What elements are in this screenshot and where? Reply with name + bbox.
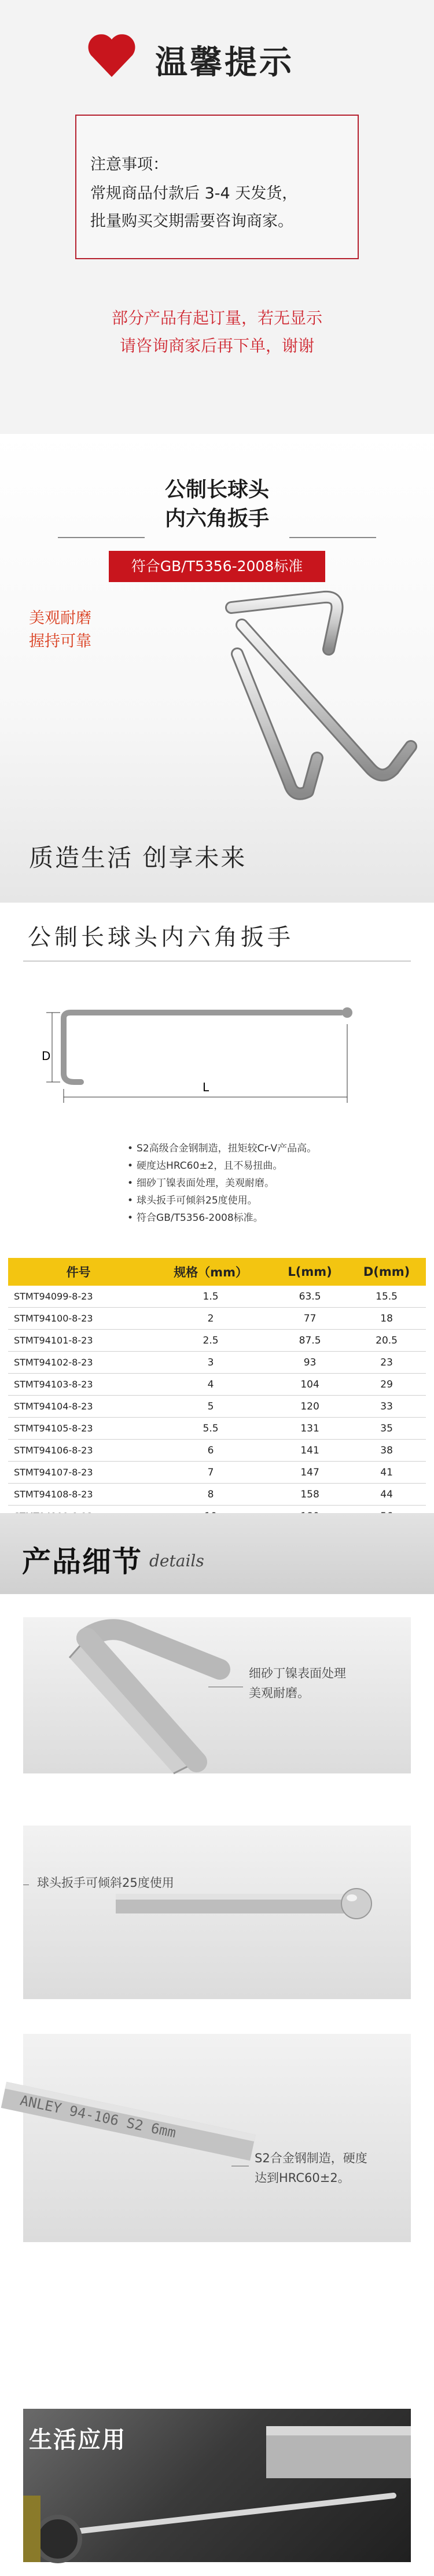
cell-length: 87.5 xyxy=(273,1330,347,1352)
table-row xyxy=(8,1396,426,1418)
cell-length: 63.5 xyxy=(273,1286,347,1308)
table-row xyxy=(8,1286,426,1308)
feature-item: • 符合GB/T5356-2008标准。 xyxy=(127,1209,317,1227)
detail-note xyxy=(249,1664,346,1703)
notice-box xyxy=(75,115,359,259)
hero-title: 公制长球头 xyxy=(164,478,269,502)
detail-note-line: 美观耐磨。 xyxy=(249,1686,310,1700)
cell-length: 77 xyxy=(273,1308,347,1330)
application-photo xyxy=(23,2409,411,2562)
cell-size: 7 xyxy=(149,1462,273,1484)
spec-section xyxy=(0,903,434,1513)
moq-note: 部分产品有起订量，若无显示 xyxy=(111,308,322,327)
cell-length: 141 xyxy=(273,1440,347,1462)
spec-title: 公制长球头内六角扳手 xyxy=(28,924,294,951)
table-row xyxy=(8,1418,426,1440)
cell-part-no: STMT94108-8-23 xyxy=(8,1484,149,1506)
slogan: 质造生活 创享未来 xyxy=(29,844,247,872)
cell-d: 33 xyxy=(347,1396,426,1418)
cell-d: 44 xyxy=(347,1484,426,1506)
cell-length: 147 xyxy=(273,1462,347,1484)
cell-size: 8 xyxy=(149,1484,273,1506)
cell-d: 23 xyxy=(347,1352,426,1374)
detail-note xyxy=(37,1873,174,1893)
detail-note-line: S2合金钢制造，硬度 xyxy=(255,2151,367,2165)
col-size: 规格（mm） xyxy=(149,1258,273,1286)
hex-keys-image xyxy=(0,434,434,839)
detail-note-line: 细砂丁镍表面处理 xyxy=(249,1666,346,1680)
hero-section xyxy=(0,434,434,903)
col-length: L(mm) xyxy=(273,1258,347,1286)
cell-part-no: STMT94102-8-23 xyxy=(8,1352,149,1374)
notice-heading: 注意事项： xyxy=(90,156,168,174)
notice-section xyxy=(0,0,434,434)
ball-end-image xyxy=(23,1826,411,1999)
table-row xyxy=(8,1440,426,1462)
cell-part-no: STMT94100-8-23 xyxy=(8,1308,149,1330)
cell-d: 35 xyxy=(347,1418,426,1440)
table-row xyxy=(8,1484,426,1506)
detail-note-line: 达到HRC60±2。 xyxy=(255,2171,350,2185)
cell-size: 3 xyxy=(149,1352,273,1374)
table-row xyxy=(8,1462,426,1484)
table-row xyxy=(8,1352,426,1374)
cell-size: 6 xyxy=(149,1440,273,1462)
cell-d: 20.5 xyxy=(347,1330,426,1352)
cell-length: 93 xyxy=(273,1352,347,1374)
cell-length: 158 xyxy=(273,1484,347,1506)
feature-item: • S2高级合金钢制造，扭矩较Cr-V产品高。 xyxy=(127,1140,317,1157)
table-header-row xyxy=(8,1258,426,1286)
cell-part-no: STMT94104-8-23 xyxy=(8,1396,149,1418)
standard-badge: 符合GB/T5356-2008标准 xyxy=(109,551,325,582)
feature-tag: 握持可靠 xyxy=(29,632,91,650)
cell-part-no: STMT94103-8-23 xyxy=(8,1374,149,1396)
cell-d: 18 xyxy=(347,1308,426,1330)
col-part-no: 件号 xyxy=(8,1258,149,1286)
cell-size: 5.5 xyxy=(149,1418,273,1440)
table-row xyxy=(8,1330,426,1352)
cell-part-no: STMT94106-8-23 xyxy=(8,1440,149,1462)
feature-list xyxy=(127,1140,317,1227)
details-header xyxy=(0,1513,434,1594)
notice-line: 批量购买交期需要咨询商家。 xyxy=(90,212,293,230)
dimension-d-label: D xyxy=(42,1049,51,1063)
detail-photo-engraving xyxy=(19,2034,411,2242)
cell-part-no: STMT94105-8-23 xyxy=(8,1418,149,1440)
feature-item: • 球头扳手可倾斜25度使用。 xyxy=(127,1192,317,1209)
hex-key-bend-image xyxy=(23,1617,411,1773)
application-label: 生活应用 xyxy=(29,2427,126,2453)
cell-size: 5 xyxy=(149,1396,273,1418)
cell-length: 131 xyxy=(273,1418,347,1440)
details-subtitle: details xyxy=(149,1551,204,1570)
feature-item: • 硬度达HRC60±2，且不易扭曲。 xyxy=(127,1157,317,1175)
cell-size: 4 xyxy=(149,1374,273,1396)
cell-part-no: STMT94099-8-23 xyxy=(8,1286,149,1308)
dimension-diagram xyxy=(41,989,399,1105)
cell-size: 2 xyxy=(149,1308,273,1330)
table-row xyxy=(8,1374,426,1396)
details-title: 产品细节 xyxy=(22,1545,142,1578)
detail-note-line: 球头扳手可倾斜25度使用 xyxy=(37,1876,174,1890)
cell-d: 29 xyxy=(347,1374,426,1396)
detail-photo-ball xyxy=(23,1826,411,1999)
cell-size: 2.5 xyxy=(149,1330,273,1352)
feature-tag: 美观耐磨 xyxy=(29,609,91,627)
cell-size: 1.5 xyxy=(149,1286,273,1308)
cell-length: 120 xyxy=(273,1396,347,1418)
cell-length: 104 xyxy=(273,1374,347,1396)
table-row xyxy=(8,1308,426,1330)
notice-line: 常规商品付款后 3-4 天发货， xyxy=(90,185,298,203)
hero-title: 内六角扳手 xyxy=(164,507,269,531)
divider xyxy=(23,961,411,962)
cell-part-no: STMT94107-8-23 xyxy=(8,1462,149,1484)
spec-table-body xyxy=(8,1286,426,1528)
engraving-text: ANLEY 94-106 S2 6mm xyxy=(19,2092,178,2141)
spec-table xyxy=(8,1258,426,1528)
dimension-l-label: L xyxy=(203,1080,209,1094)
notice-title: 温馨提示 xyxy=(155,44,294,82)
cell-part-no: STMT94101-8-23 xyxy=(8,1330,149,1352)
feature-item: • 细砂丁镍表面处理，美观耐磨。 xyxy=(127,1175,317,1192)
cell-d: 15.5 xyxy=(347,1286,426,1308)
heart-icon xyxy=(86,30,138,82)
cell-d: 38 xyxy=(347,1440,426,1462)
engraved-shaft-image xyxy=(19,2034,411,2242)
cell-d: 41 xyxy=(347,1462,426,1484)
moq-note: 请咨询商家后再下单，谢谢 xyxy=(119,336,314,355)
detail-note xyxy=(255,2148,367,2188)
detail-photo-bend xyxy=(23,1617,411,1773)
details-section xyxy=(0,1513,434,2562)
col-d: D(mm) xyxy=(347,1258,426,1286)
